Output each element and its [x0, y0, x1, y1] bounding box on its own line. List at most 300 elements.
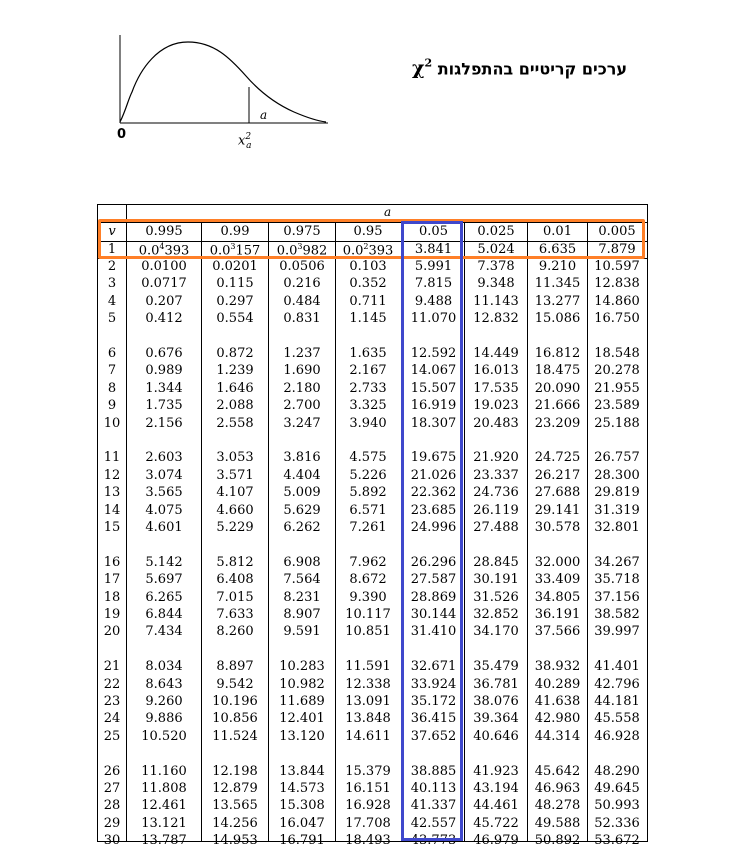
table-cell: 45.558 — [594, 711, 640, 726]
table-cell: 3.053 — [216, 450, 254, 465]
table-row — [98, 416, 647, 433]
density-curve — [120, 42, 326, 122]
degrees-of-freedom: 28 — [103, 798, 121, 813]
table-cell: 0.0100 — [141, 259, 187, 274]
table-cell: 30.191 — [473, 572, 519, 587]
table-cell: 7.434 — [145, 624, 183, 639]
table-cell: 15.086 — [534, 311, 581, 326]
table-cell: 11.524 — [212, 729, 258, 744]
page-title: ערכים קריטיים בהתפלגות $\chi^2$ — [412, 57, 628, 80]
table-cell: 49.588 — [534, 816, 581, 831]
table-cell: 7.815 — [414, 276, 453, 291]
table-cell: 37.652 — [410, 729, 457, 744]
table-cell: 8.897 — [216, 659, 254, 674]
table-cell: 40.646 — [473, 729, 519, 744]
degrees-of-freedom: 15 — [103, 520, 121, 535]
chi-square-density-figure — [110, 30, 350, 160]
table-cell: 0.872 — [216, 346, 254, 361]
table-cell: 14.067 — [410, 363, 457, 378]
table-cell: 12.838 — [594, 276, 640, 291]
table-cell: 17.708 — [345, 816, 391, 831]
table-cell: 11.689 — [279, 694, 325, 709]
table-cell: 28.845 — [473, 555, 519, 570]
table-cell: 46.963 — [534, 781, 581, 796]
table-cell: 12.198 — [212, 764, 258, 779]
table-cell: 10.283 — [279, 659, 325, 674]
table-cell: 26.119 — [473, 503, 519, 518]
table-cell: 32.852 — [473, 607, 519, 622]
table-cell: 13.844 — [279, 764, 325, 779]
critical-values-table — [97, 204, 648, 848]
table-cell: 6.408 — [216, 572, 254, 587]
table-cell: 41.337 — [410, 798, 457, 813]
table-cell: 11.808 — [141, 781, 187, 796]
table-cell: 13.565 — [212, 798, 258, 813]
table-cell: 24.996 — [410, 520, 457, 535]
table-cell: 37.566 — [534, 624, 581, 639]
table-cell: 11.070 — [410, 311, 457, 326]
table-cell: 2.700 — [283, 398, 321, 413]
table-cell: 4.075 — [145, 503, 183, 518]
table-cell: 1.646 — [216, 381, 254, 396]
table-row — [98, 590, 647, 607]
table-cell: 7.378 — [477, 259, 515, 274]
table-cell: 35.718 — [594, 572, 640, 587]
table-cell: 43.194 — [473, 781, 519, 796]
table-cell: 0.676 — [145, 346, 183, 361]
table-cell: 33.409 — [534, 572, 581, 587]
table-cell: 34.805 — [534, 590, 581, 605]
table-cell: $0.0^4393$ — [138, 242, 190, 259]
table-cell: 6.908 — [283, 555, 321, 570]
degrees-of-freedom: 26 — [103, 764, 121, 779]
degrees-of-freedom: 19 — [103, 607, 121, 622]
table-cell: $0.0^2393$ — [342, 242, 394, 259]
table-cell: 21.920 — [473, 450, 519, 465]
table-row — [98, 311, 647, 328]
table-cell: 0.831 — [283, 311, 321, 326]
table-cell: 29.141 — [534, 503, 581, 518]
table-row — [98, 276, 647, 293]
table-cell: 15.379 — [345, 764, 391, 779]
table-cell: 0.216 — [283, 276, 321, 291]
table-cell: 10.856 — [212, 711, 258, 726]
table-cell: 8.260 — [216, 624, 254, 639]
degrees-of-freedom: 30 — [103, 833, 121, 848]
table-cell: 0.554 — [216, 311, 254, 326]
table-cell: 24.736 — [473, 485, 519, 500]
table-row — [98, 711, 647, 728]
table-cell: 0.484 — [283, 294, 321, 309]
table-cell: 5.024 — [477, 242, 515, 257]
table-cell: 28.300 — [594, 468, 640, 483]
table-cell: 34.267 — [594, 555, 640, 570]
column-header: 0.005 — [598, 224, 636, 239]
table-cell: 13.091 — [345, 694, 391, 709]
table-cell: 1.344 — [145, 381, 183, 396]
table-row — [98, 694, 647, 711]
degrees-of-freedom: 22 — [103, 677, 121, 692]
degrees-of-freedom: 24 — [103, 711, 121, 726]
table-cell: 15.507 — [410, 381, 457, 396]
highlight-alpha-005-column-box — [401, 221, 463, 841]
table-cell: 17.535 — [473, 381, 519, 396]
table-cell: 9.591 — [283, 624, 321, 639]
table-cell: 16.047 — [279, 816, 325, 831]
table-cell: 42.980 — [534, 711, 581, 726]
table-cell: 11.345 — [534, 276, 581, 291]
degrees-of-freedom: 5 — [107, 311, 117, 326]
table-cell: 52.336 — [594, 816, 640, 831]
table-cell: 38.885 — [410, 764, 457, 779]
table-cell: 0.0201 — [212, 259, 258, 274]
table-cell: 9.488 — [414, 294, 453, 309]
table-cell: 18.307 — [410, 416, 457, 431]
table-cell: 16.013 — [473, 363, 519, 378]
table-cell: 5.226 — [349, 468, 387, 483]
table-cell: 50.993 — [594, 798, 640, 813]
table-cell: 11.143 — [473, 294, 519, 309]
degrees-of-freedom: 6 — [107, 346, 117, 361]
table-row — [98, 572, 647, 589]
table-cell: 40.113 — [410, 781, 457, 796]
table-row — [98, 381, 647, 398]
table-cell: 7.879 — [598, 242, 636, 257]
table-cell: 16.151 — [345, 781, 391, 796]
table-cell: 7.015 — [216, 590, 254, 605]
table-row — [98, 485, 647, 502]
degrees-of-freedom: 3 — [107, 276, 117, 291]
degrees-of-freedom: 16 — [103, 555, 121, 570]
table-cell: 16.750 — [594, 311, 640, 326]
table-cell: 0.711 — [349, 294, 387, 309]
table-cell: 5.009 — [283, 485, 321, 500]
table-cell: 2.558 — [216, 416, 254, 431]
table-cell: 4.575 — [349, 450, 387, 465]
table-cell: 5.697 — [145, 572, 183, 587]
table-cell: 1.239 — [216, 363, 254, 378]
table-cell: 9.210 — [538, 259, 577, 274]
table-cell: 2.180 — [283, 381, 321, 396]
table-cell: 10.597 — [594, 259, 640, 274]
table-cell: 0.989 — [145, 363, 183, 378]
table-cell: 13.787 — [141, 833, 187, 848]
table-cell: 10.520 — [141, 729, 187, 744]
table-cell: 9.260 — [145, 694, 183, 709]
table-cell: 10.982 — [279, 677, 325, 692]
table-cell: 6.635 — [538, 242, 577, 257]
table-cell: 26.217 — [534, 468, 581, 483]
table-cell: 2.088 — [216, 398, 254, 413]
table-cell: 23.589 — [594, 398, 640, 413]
table-cell: 20.483 — [473, 416, 519, 431]
table-cell: 1.690 — [283, 363, 321, 378]
table-cell: 0.412 — [145, 311, 183, 326]
table-row — [98, 346, 647, 363]
table-cell: 12.879 — [212, 781, 258, 796]
degrees-of-freedom: 25 — [103, 729, 121, 744]
table-cell: 50.892 — [534, 833, 581, 848]
table-cell: 3.325 — [349, 398, 387, 413]
table-cell: 6.844 — [145, 607, 183, 622]
table-cell: 2.156 — [145, 416, 183, 431]
degrees-of-freedom: 29 — [103, 816, 121, 831]
table-cell: 32.671 — [410, 659, 457, 674]
table-cell: 53.672 — [594, 833, 640, 848]
table-cell: 14.611 — [345, 729, 391, 744]
table-cell: 42.557 — [410, 816, 457, 831]
degrees-of-freedom: 17 — [103, 572, 121, 587]
table-cell: 7.633 — [216, 607, 254, 622]
table-cell: 38.582 — [594, 607, 640, 622]
table-cell: 16.812 — [534, 346, 581, 361]
degrees-of-freedom: 13 — [103, 485, 121, 500]
table-cell: 15.308 — [279, 798, 325, 813]
table-cell: 42.796 — [594, 677, 640, 692]
table-cell: 23.337 — [473, 468, 519, 483]
table-cell: 31.526 — [473, 590, 519, 605]
degrees-of-freedom: 7 — [107, 363, 117, 378]
table-row — [98, 468, 647, 485]
table-cell: 6.265 — [145, 590, 183, 605]
table-cell: 37.156 — [594, 590, 640, 605]
degrees-of-freedom: 2 — [107, 259, 117, 274]
table-cell: 13.121 — [141, 816, 187, 831]
table-cell: 18.493 — [345, 833, 391, 848]
table-cell: 39.364 — [473, 711, 519, 726]
table-cell: 31.410 — [410, 624, 457, 639]
table-cell: 18.548 — [594, 346, 640, 361]
column-header: 0.99 — [220, 224, 250, 239]
table-cell: 8.643 — [145, 677, 183, 692]
table-cell: 38.932 — [534, 659, 581, 674]
table-cell: 3.571 — [216, 468, 254, 483]
table-cell: 9.886 — [145, 711, 183, 726]
table-cell: $0.0^3982$ — [276, 242, 328, 259]
table-row — [98, 259, 647, 276]
table-cell: 8.034 — [145, 659, 183, 674]
degrees-of-freedom: 14 — [103, 503, 121, 518]
table-cell: 12.461 — [141, 798, 187, 813]
table-cell: 9.542 — [216, 677, 254, 692]
degrees-of-freedom: 23 — [103, 694, 121, 709]
table-cell: 39.997 — [594, 624, 640, 639]
table-cell: 5.991 — [414, 259, 453, 274]
table-cell: 22.362 — [410, 485, 457, 500]
table-cell: 5.229 — [216, 520, 254, 535]
table-cell: 27.688 — [534, 485, 581, 500]
degrees-of-freedom: 4 — [107, 294, 117, 309]
table-cell: 26.757 — [594, 450, 640, 465]
table-cell: 16.919 — [410, 398, 457, 413]
column-header: 0.01 — [543, 224, 572, 239]
table-cell: 4.404 — [283, 468, 321, 483]
tail-area-label: a — [260, 108, 268, 122]
degrees-of-freedom: 11 — [103, 450, 121, 465]
degrees-of-freedom: 10 — [103, 416, 121, 431]
table-cell: 49.645 — [594, 781, 640, 796]
table-row — [98, 363, 647, 380]
table-cell: 5.629 — [283, 503, 321, 518]
column-header: 0.025 — [477, 224, 515, 239]
table-cell: 30.144 — [410, 607, 457, 622]
table-row — [98, 659, 647, 676]
table-cell: 12.832 — [473, 311, 519, 326]
table-cell: 25.188 — [594, 416, 640, 431]
table-cell: 13.848 — [345, 711, 391, 726]
table-cell: 6.262 — [283, 520, 321, 535]
table-cell: 9.390 — [349, 590, 387, 605]
table-cell: 13.120 — [279, 729, 325, 744]
table-row — [98, 503, 647, 520]
table-cell: 2.167 — [349, 363, 387, 378]
table-cell: 27.587 — [410, 572, 457, 587]
table-cell: 1.237 — [283, 346, 321, 361]
table-cell: 0.103 — [349, 259, 387, 274]
table-cell: 10.117 — [345, 607, 391, 622]
table-cell: 26.296 — [410, 555, 457, 570]
table-cell: 3.247 — [283, 416, 321, 431]
table-row — [98, 555, 647, 572]
table-cell: 34.170 — [473, 624, 519, 639]
table-cell: 7.261 — [349, 520, 387, 535]
table-cell: 18.475 — [534, 363, 581, 378]
table-cell: $0.0^3157$ — [209, 242, 261, 259]
table-cell: 48.278 — [534, 798, 581, 813]
table-cell: 0.207 — [145, 294, 183, 309]
table-cell: 28.869 — [410, 590, 457, 605]
table-cell: 36.415 — [410, 711, 457, 726]
column-header: 0.95 — [353, 224, 383, 239]
table-cell: 44.181 — [594, 694, 640, 709]
table-cell: 41.923 — [473, 764, 519, 779]
table-cell: 19.023 — [473, 398, 519, 413]
table-row — [98, 624, 647, 641]
highlight-first-row-box — [98, 219, 645, 259]
table-cell: 29.819 — [594, 485, 640, 500]
table-cell: 30.578 — [534, 520, 581, 535]
table-cell: 41.401 — [594, 659, 640, 674]
table-cell: 46.928 — [594, 729, 640, 744]
degrees-of-freedom: 20 — [103, 624, 121, 639]
table-cell: 3.565 — [145, 485, 183, 500]
alpha-header: a — [384, 205, 392, 219]
table-cell: 0.0506 — [279, 259, 325, 274]
table-row — [98, 398, 647, 415]
table-cell: 40.289 — [534, 677, 581, 692]
table-cell: 8.231 — [283, 590, 321, 605]
table-cell: 32.000 — [534, 555, 581, 570]
table-cell: 5.812 — [216, 555, 254, 570]
density-curve-graph — [110, 30, 350, 160]
table-cell: 3.940 — [349, 416, 387, 431]
table-cell: 5.142 — [145, 555, 183, 570]
table-cell: 21.026 — [410, 468, 457, 483]
origin-label: 0 — [117, 127, 127, 142]
table-cell: 0.297 — [216, 294, 254, 309]
column-header: 0.05 — [419, 224, 448, 239]
table-cell: 23.209 — [534, 416, 581, 431]
table-cell: 33.924 — [410, 677, 457, 692]
table-cell: 14.256 — [212, 816, 258, 831]
degrees-of-freedom: 12 — [103, 468, 121, 483]
table-cell: 6.571 — [349, 503, 387, 518]
table-row — [98, 798, 647, 815]
degrees-of-freedom: 9 — [107, 398, 117, 413]
table-cell: 11.160 — [141, 764, 187, 779]
table-cell: 0.0717 — [141, 276, 187, 291]
table-cell: 31.319 — [594, 503, 640, 518]
table-cell: 4.601 — [145, 520, 183, 535]
table-cell: 3.841 — [414, 242, 453, 257]
table-cell: 7.564 — [283, 572, 321, 587]
table-cell: 27.488 — [473, 520, 519, 535]
table-cell: 20.278 — [594, 363, 640, 378]
table-cell: 4.660 — [216, 503, 254, 518]
table-cell: 23.685 — [410, 503, 457, 518]
table-cell: 14.449 — [473, 346, 519, 361]
table-cell: 12.338 — [345, 677, 391, 692]
table-cell: 1.635 — [349, 346, 387, 361]
table-cell: 14.573 — [279, 781, 325, 796]
degrees-of-freedom: 18 — [103, 590, 121, 605]
table-row — [98, 520, 647, 537]
table-cell: 36.191 — [534, 607, 581, 622]
table-cell: 44.461 — [473, 798, 519, 813]
table-cell: 32.801 — [594, 520, 640, 535]
table-cell: 19.675 — [410, 450, 457, 465]
table-cell: 8.672 — [349, 572, 387, 587]
table-row — [98, 677, 647, 694]
table-row — [98, 781, 647, 798]
table-cell: 14.860 — [594, 294, 640, 309]
column-header: 0.975 — [283, 224, 321, 239]
table-cell: 20.090 — [534, 381, 581, 396]
table-cell: 10.196 — [212, 694, 258, 709]
table-cell: 1.145 — [349, 311, 387, 326]
table-cell: 35.479 — [473, 659, 519, 674]
table-cell: 9.348 — [477, 276, 515, 291]
table-cell: 38.076 — [473, 694, 519, 709]
table-cell: 7.962 — [349, 555, 387, 570]
table-cell: 14.953 — [212, 833, 258, 848]
table-cell: 5.892 — [349, 485, 387, 500]
table-cell: 3.074 — [145, 468, 183, 483]
table-cell: 13.277 — [534, 294, 581, 309]
degrees-of-freedom: 8 — [107, 381, 117, 396]
table-cell: 35.172 — [410, 694, 457, 709]
table-row — [98, 764, 647, 781]
table-cell: 2.603 — [145, 450, 183, 465]
table-row — [98, 729, 647, 746]
table-row — [98, 450, 647, 467]
table-cell: 48.290 — [594, 764, 640, 779]
table-cell: 45.722 — [473, 816, 519, 831]
table-cell: 45.642 — [534, 764, 581, 779]
table-row — [98, 294, 647, 311]
table-cell: 21.666 — [534, 398, 581, 413]
table-cell: 0.352 — [349, 276, 387, 291]
table-cell: 21.955 — [594, 381, 640, 396]
table-cell: 46.979 — [473, 833, 519, 848]
table-cell: 12.401 — [279, 711, 325, 726]
table-row — [98, 816, 647, 833]
table-cell: 3.816 — [283, 450, 321, 465]
table-cell: 12.592 — [410, 346, 457, 361]
table-cell: 10.851 — [345, 624, 391, 639]
table-cell: 11.591 — [345, 659, 391, 674]
table-cell: 41.638 — [534, 694, 581, 709]
